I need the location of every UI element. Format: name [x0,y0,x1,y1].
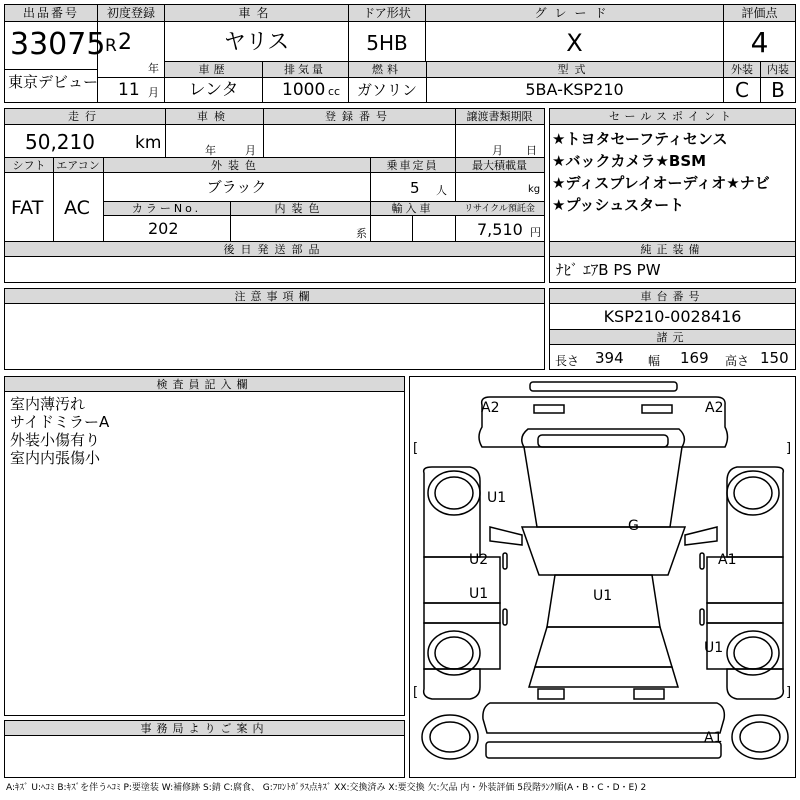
grade: X [566,29,583,57]
reg-month-unit: 月 [148,86,159,99]
width: 169 [680,349,709,367]
int-color-label: 内装色 [274,202,326,215]
reg-no-label: 登録番号 [325,110,393,123]
inspection-label: 車検 [197,110,231,123]
color-label: 外装色 [211,159,262,172]
history-label: 車歴 [198,63,229,76]
ac: AC [64,197,90,219]
sales-point: ★トヨタセーフティセンス [552,130,728,148]
damage-mark-u1-left-rear: U1 [469,586,489,602]
bracket-close: ] [786,685,792,700]
transfer-day-unit: 日 [526,144,537,157]
inspector-label: 検査員記入欄 [5,377,404,392]
legend: A:ｷｽﾞ U:ﾍｺﾐ B:ｷｽﾞを伴うﾍｺﾐ P:要塗装 W:補修跡 S:錆 C:腐食、 G:ﾌﾛﾝﾄｶﾞﾗｽ点ｷｽﾞ XX:交換済み X:要交換 欠:欠品 内・外装評価 5段階ﾗﾝｸ順(A・B・C・D・E) 2 [6,783,647,793]
color-no-label: カラーNo. [131,202,202,215]
load-unit: kg [528,184,541,195]
office-label: 事務局よりご案内 [5,721,404,736]
era: R [105,36,117,56]
capacity: 5 [410,179,420,197]
int-grade: B [771,78,785,102]
fuel-label: 燃料 [372,63,402,76]
damage-mark-u1-roof: U1 [593,588,613,604]
debut-label: 東京デビュー [8,73,99,91]
dims-label: 諸元 [550,330,795,345]
damage-mark-a2-left: A2 [481,400,500,416]
height: 150 [760,349,789,367]
inspection-month-unit: 月 [245,144,256,157]
car-name: ヤリス [223,30,290,55]
damage-mark-g-hood: G [628,518,639,534]
chassis-label: 車台番号 [550,289,795,304]
inspector-note: 室内内張傷小 [10,449,101,467]
fuel: ガソリン [356,81,417,99]
int-label: 内装 [761,62,795,77]
reg-year: 2 [118,30,132,55]
equipment-label: 純正装備 [550,242,795,257]
damage-mark-a1-rear: A1 [704,730,723,746]
reg-month: 11 [118,80,140,100]
displacement-unit: cc [328,85,341,98]
mileage-unit: km [135,133,162,153]
displacement-label: 排気量 [284,63,326,76]
history: レンタ [188,80,239,100]
color-no: 202 [148,219,179,238]
model: 5BA-KSP210 [525,80,624,99]
bracket-open: [ [413,441,419,456]
car-name-label: 車名 [165,5,348,22]
load-label: 最大積載量 [472,159,527,172]
lot-no-label: 出品番号 [5,5,97,22]
damage-mark-u2-left: U2 [469,552,489,568]
recycle-unit: 円 [530,226,541,239]
inspector-note: 室内薄汚れ [10,395,86,413]
ext-grade: C [735,78,749,102]
ext-label: 外装 [724,62,760,77]
bracket-close: ] [786,441,792,456]
displacement: 1000 [282,80,326,100]
door-label: ドア形状 [349,5,425,22]
mileage: 50,210 [25,130,95,154]
inspection-year-unit: 年 [205,144,216,157]
inspector-note: サイドミラーA [10,413,110,431]
first-reg-label: 初度登録 [98,5,164,22]
chassis-number: KSP210-0028416 [603,307,742,326]
sales-point: ★バックカメラ★BSM [552,152,707,170]
notes-label: 注意事項欄 [5,289,544,304]
damage-mark-u1-left-front: U1 [487,490,507,506]
capacity-label: 乗車定員 [386,159,439,172]
transfer-month-unit: 月 [492,144,503,157]
damage-mark-u1-right-rear: U1 [704,640,724,656]
score: 4 [750,26,769,59]
int-color-unit: 系 [356,227,367,240]
equipment: ﾅﾋﾞ ｴｱB PS PW [556,261,661,279]
sales-label: セールスポイント [550,109,795,125]
transfer-label: 譲渡書類期限 [466,110,533,123]
recycle-amount: 7,510 [477,220,523,239]
door-type: 5HB [366,31,408,55]
length: 394 [595,349,624,367]
bracket-open: [ [413,685,419,700]
color: ブラック [206,178,267,196]
capacity-unit: 人 [436,184,447,197]
length-label: 長さ [555,354,580,368]
shift-label: シフト [12,159,46,172]
import-label: 輸入車 [391,202,434,215]
shift: FAT [11,197,44,219]
score-label: 評価点 [724,5,795,22]
recycle-label: リサイクル預託金 [464,204,535,214]
damage-mark-a1-right: A1 [718,552,737,568]
sales-point: ★ディスプレイオーディオ★ナビ [552,174,770,192]
car-diagram [409,376,796,778]
ac-label: エアコン [56,159,100,172]
sales-point: ★プッシュスタート [552,196,685,214]
lot-no: 33075 [10,27,106,62]
reg-year-unit: 年 [148,62,159,75]
later-parts-label: 後日発送部品 [5,242,544,257]
inspector-note: 外装小傷有り [10,431,101,449]
width-label: 幅 [648,354,661,368]
model-label: 型式 [557,63,592,76]
height-label: 高さ [725,354,750,368]
car-outline-svg [410,377,796,778]
mileage-label: 走行 [68,110,102,123]
grade-label: グレード [426,5,723,22]
damage-mark-a2-right: A2 [705,400,724,416]
